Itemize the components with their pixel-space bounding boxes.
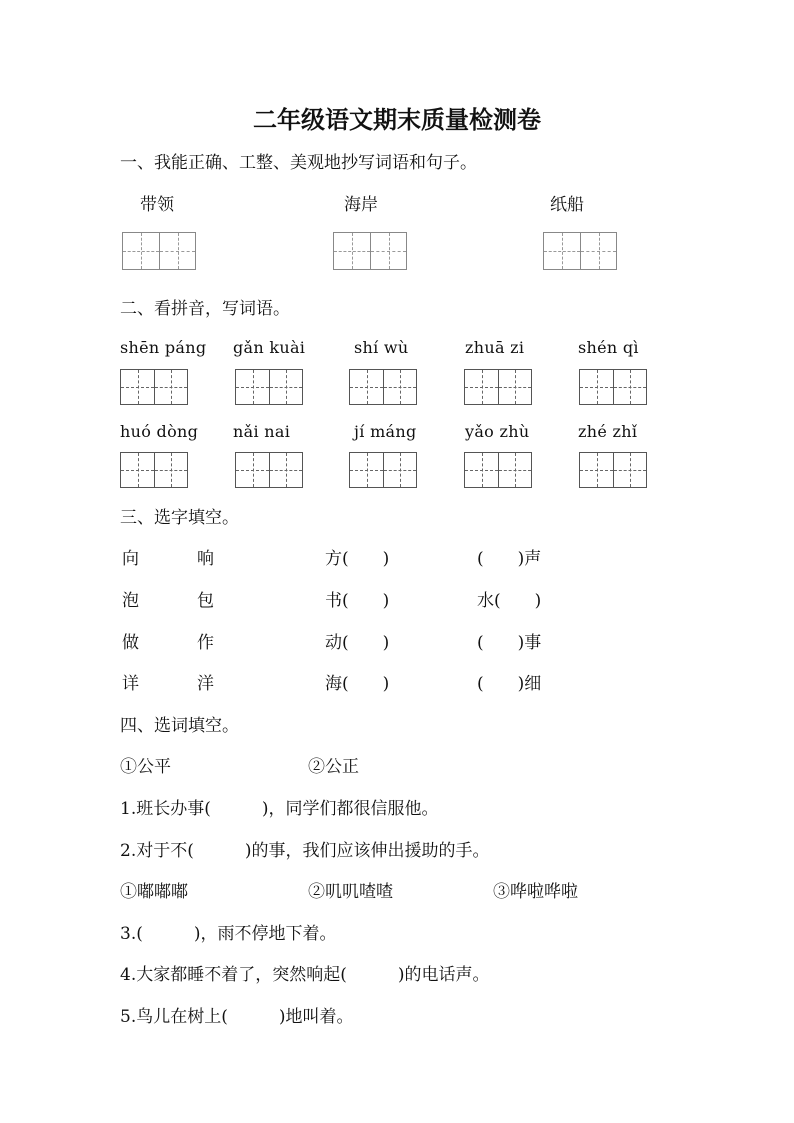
writing-grid[interactable] bbox=[464, 452, 532, 488]
section4-heading: 四、选词填空。 bbox=[120, 716, 239, 736]
writing-grid[interactable] bbox=[120, 369, 188, 405]
char-option: 作 bbox=[197, 633, 214, 653]
question-2[interactable]: 2.对于不( )的事，我们应该伸出援助的手。 bbox=[120, 841, 490, 861]
pinyin-label: shí wù bbox=[354, 338, 409, 357]
copy-word-3: 纸船 bbox=[550, 195, 584, 215]
writing-grid[interactable] bbox=[235, 369, 303, 405]
writing-grid[interactable] bbox=[120, 452, 188, 488]
fill-blank[interactable]: ( )事 bbox=[477, 633, 542, 653]
writing-grid[interactable] bbox=[235, 452, 303, 488]
pinyin-label: yǎo zhù bbox=[465, 422, 530, 441]
section1-heading: 一、我能正确、工整、美观地抄写词语和句子。 bbox=[120, 153, 477, 173]
question-1[interactable]: 1.班长办事( )，同学们都很信服他。 bbox=[120, 799, 439, 819]
char-option: 详 bbox=[122, 674, 139, 694]
writing-grid-2[interactable] bbox=[333, 232, 407, 270]
section3-heading: 三、选字填空。 bbox=[120, 508, 239, 528]
word-option: ①公平 bbox=[120, 757, 171, 777]
pinyin-label: shēn páng bbox=[120, 338, 207, 357]
writing-grid[interactable] bbox=[464, 369, 532, 405]
word-option: ①嘟嘟嘟 bbox=[120, 882, 188, 902]
question-3[interactable]: 3.( )，雨不停地下着。 bbox=[120, 924, 337, 944]
fill-blank[interactable]: 水( ) bbox=[477, 591, 542, 611]
question-5[interactable]: 5.鸟儿在树上( )地叫着。 bbox=[120, 1007, 354, 1027]
fill-blank[interactable]: 方( ) bbox=[325, 549, 390, 569]
fill-blank[interactable]: ( )细 bbox=[477, 674, 542, 694]
word-option: ②叽叽喳喳 bbox=[308, 882, 393, 902]
writing-grid[interactable] bbox=[349, 369, 417, 405]
pinyin-label: zhuā zi bbox=[465, 338, 525, 357]
fill-blank[interactable]: 动( ) bbox=[325, 633, 390, 653]
char-option: 做 bbox=[122, 633, 139, 653]
copy-word-2: 海岸 bbox=[344, 195, 378, 215]
fill-blank[interactable]: 书( ) bbox=[325, 591, 390, 611]
char-option: 泡 bbox=[122, 591, 139, 611]
char-option: 向 bbox=[122, 549, 139, 569]
char-option: 洋 bbox=[197, 674, 214, 694]
word-option: ②公正 bbox=[308, 757, 359, 777]
copy-word-1: 带领 bbox=[140, 195, 174, 215]
pinyin-label: gǎn kuài bbox=[233, 338, 306, 357]
char-option: 响 bbox=[197, 549, 214, 569]
writing-grid[interactable] bbox=[349, 452, 417, 488]
writing-grid-3[interactable] bbox=[543, 232, 617, 270]
section2-heading: 二、看拼音，写词语。 bbox=[120, 299, 290, 319]
word-option: ③哗啦哗啦 bbox=[493, 882, 578, 902]
pinyin-label: zhé zhǐ bbox=[578, 422, 638, 441]
page-title: 二年级语文期末质量检测卷 bbox=[253, 106, 541, 134]
question-4[interactable]: 4.大家都睡不着了，突然响起( )的电话声。 bbox=[120, 965, 490, 985]
writing-grid[interactable] bbox=[579, 369, 647, 405]
pinyin-label: shén qì bbox=[578, 338, 639, 357]
pinyin-label: nǎi nai bbox=[233, 422, 291, 441]
fill-blank[interactable]: ( )声 bbox=[477, 549, 542, 569]
writing-grid-1[interactable] bbox=[122, 232, 196, 270]
char-option: 包 bbox=[197, 591, 214, 611]
writing-grid[interactable] bbox=[579, 452, 647, 488]
fill-blank[interactable]: 海( ) bbox=[325, 674, 390, 694]
pinyin-label: jí máng bbox=[354, 422, 417, 441]
pinyin-label: huó dòng bbox=[120, 422, 199, 441]
